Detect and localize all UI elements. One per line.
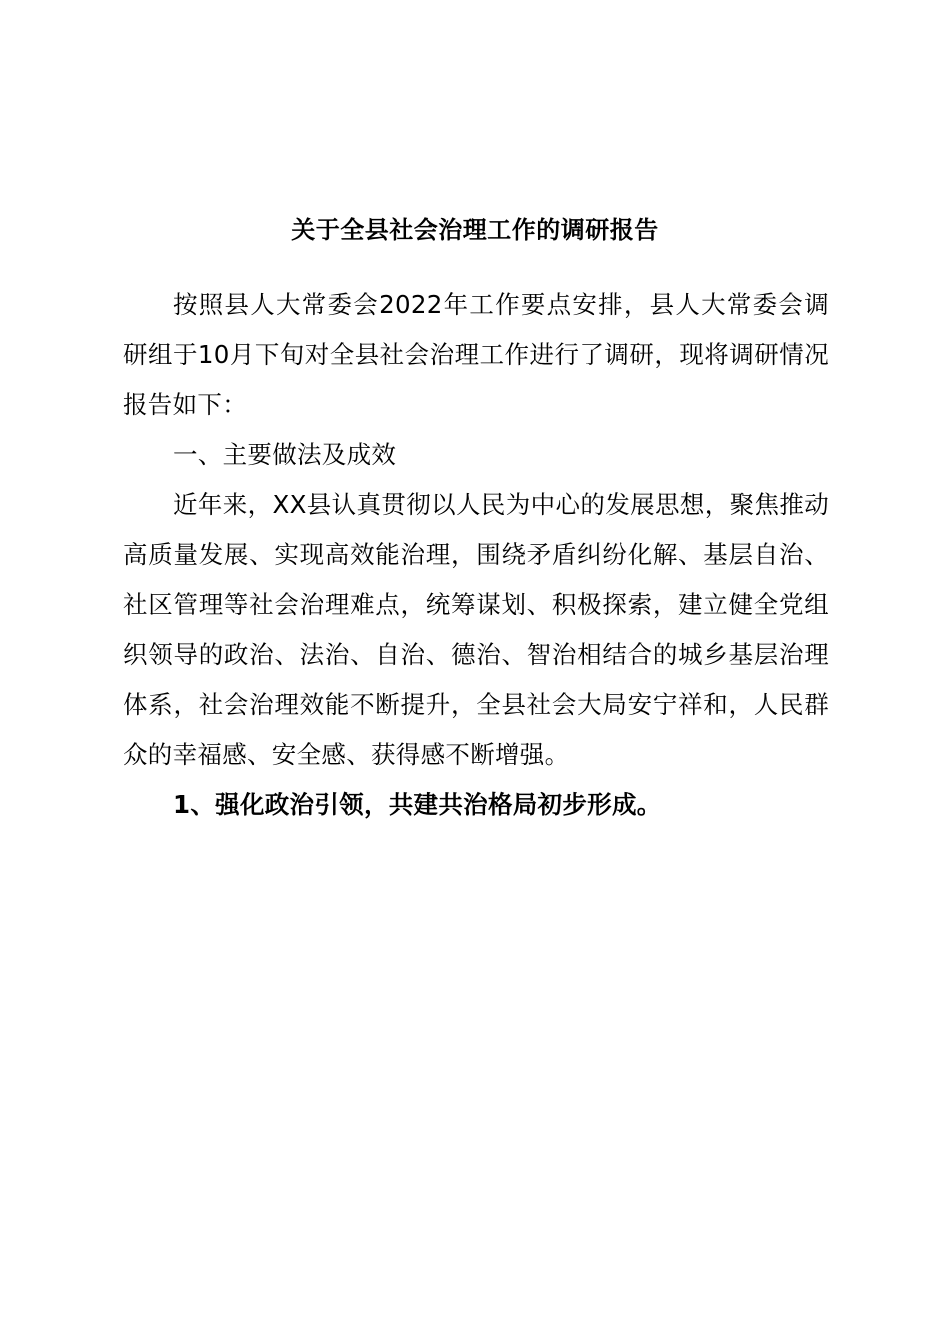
section-heading-1: 一、主要做法及成效 (173, 440, 397, 469)
document-title: 关于全县社会治理工作的调研报告 (291, 216, 659, 244)
subsection-heading-1: 1、强化政治引领，共建共治格局初步形成。 (173, 790, 662, 819)
paragraph-summary: 近年来，XX县认真贯彻以人民为中心的发展思想，聚焦推动高质量发展、实现高效能治理，围绕矛盾纠纷化解、基层自治、社区管理等社会治理难点，统筹谋划、积极探索，建立健全党组织领导的政治、法治、自治、德治、智治相结合的城乡基层治理体系，社会治理效能不断提升，全县社会大局安宁祥和，人民群众的幸福感、安全感、获得感不断增强。 (123, 490, 829, 769)
paragraph-intro: 按照县人大常委会2022年工作要点安排，县人大常委会调研组于10月下旬对全县社会治理工作进行了调研，现将调研情况报告如下： (123, 290, 829, 419)
